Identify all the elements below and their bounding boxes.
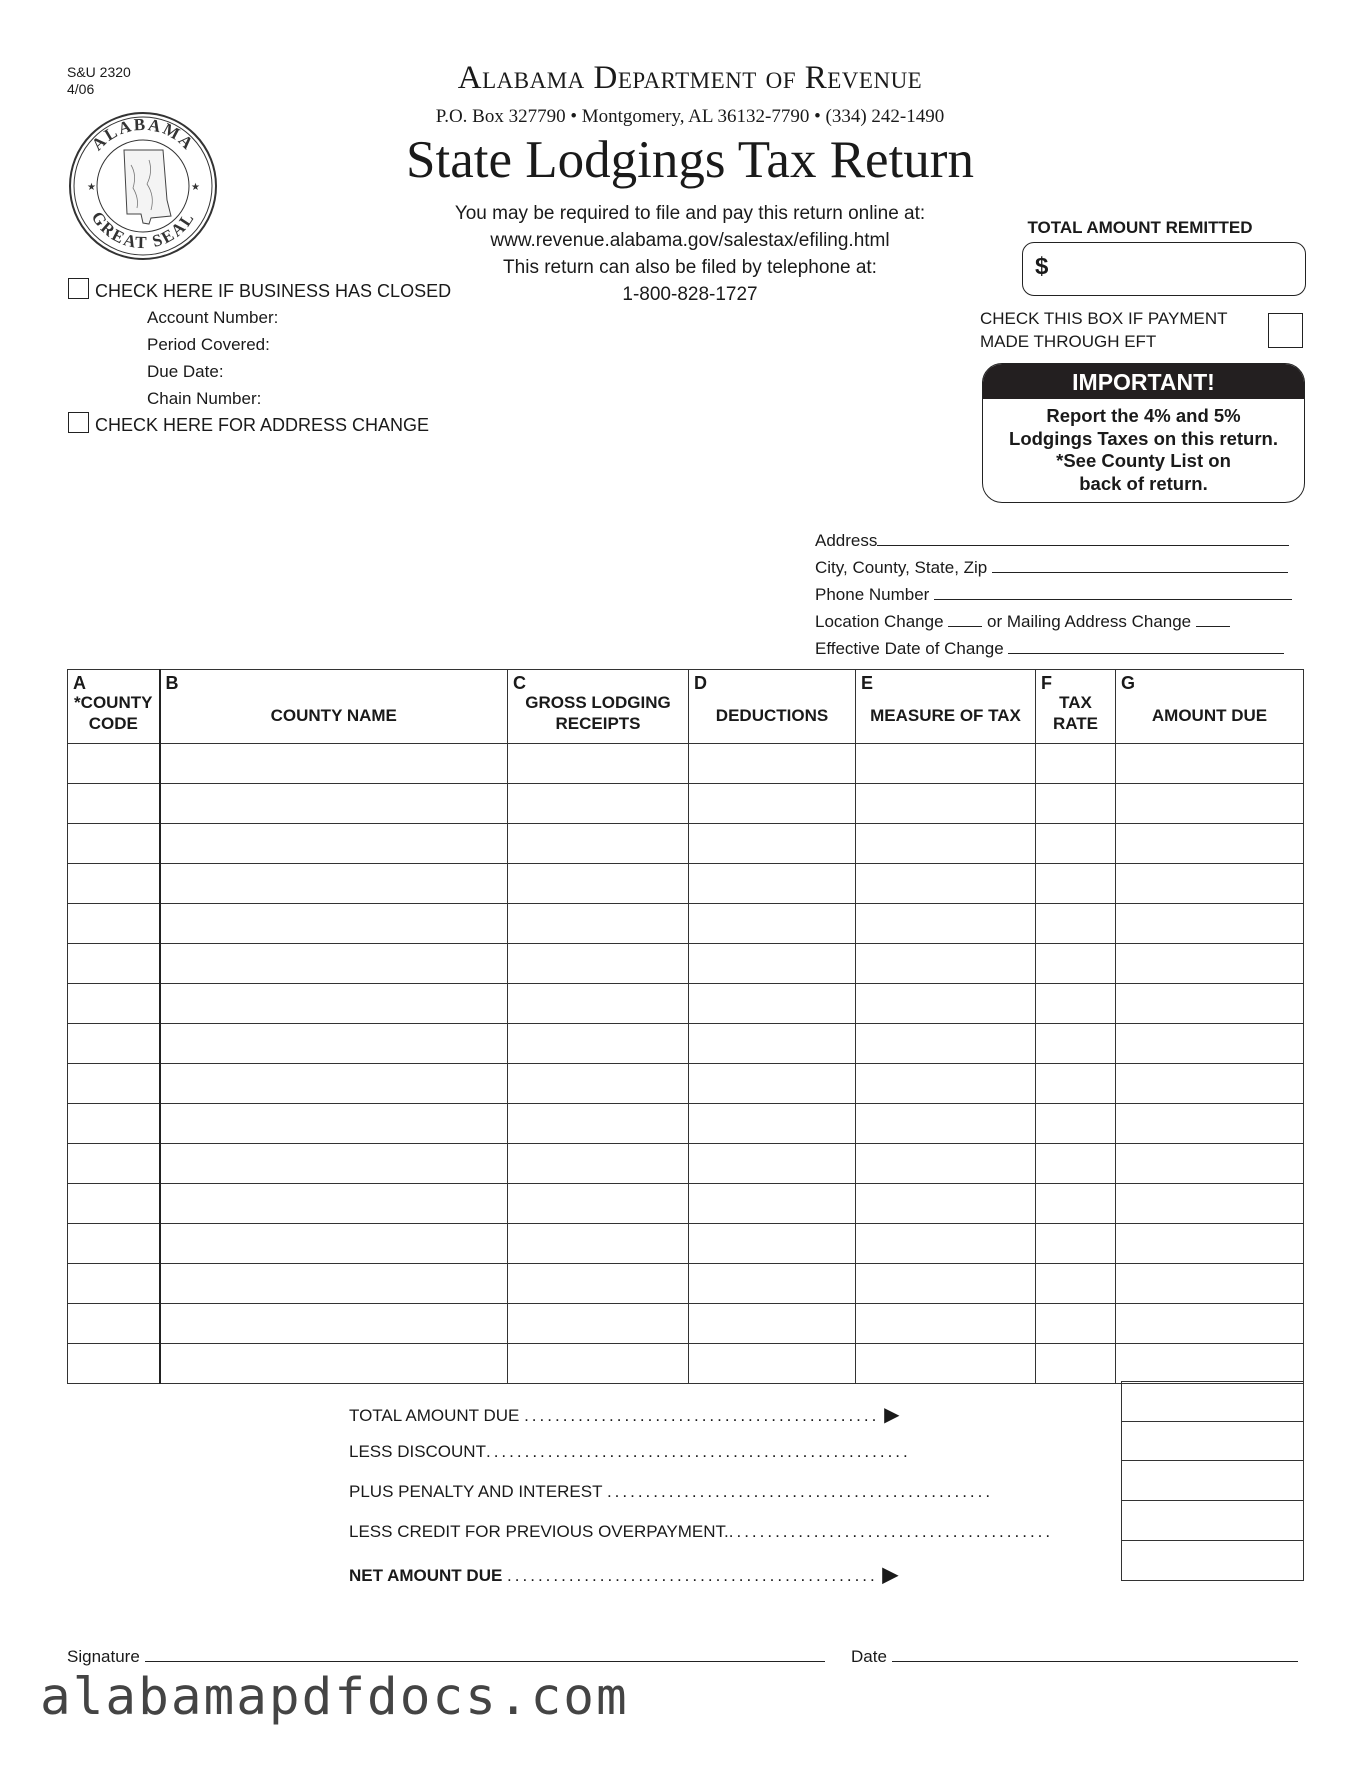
- table-row: [68, 1144, 1304, 1184]
- county-name-cell[interactable]: [160, 1104, 508, 1144]
- column-header-measure-of-tax: [856, 670, 1036, 744]
- deductions-cell[interactable]: [689, 904, 856, 944]
- county-code-cell[interactable]: [68, 1224, 160, 1264]
- county-code-cell[interactable]: [68, 824, 160, 864]
- table-body: [68, 744, 1304, 1384]
- account-number-label: Account Number:: [147, 308, 279, 327]
- table-row: [68, 1264, 1304, 1304]
- amount-due-cell[interactable]: [1116, 1224, 1304, 1264]
- column-title: COUNTY NAME: [270, 706, 397, 725]
- amount-due-cell[interactable]: [1116, 904, 1304, 944]
- county-code-cell[interactable]: [68, 1304, 160, 1344]
- tax-rate-cell[interactable]: [1036, 1264, 1116, 1304]
- tax-rate-cell[interactable]: [1036, 784, 1116, 824]
- eft-label-line2: MADE THROUGH EFT: [980, 332, 1157, 351]
- tax-rate-cell[interactable]: [1036, 1104, 1116, 1144]
- department-address: P.O. Box 327790 • Montgomery, AL 36132-7790 • (334) 242-1490: [435, 106, 945, 127]
- amount-due-cell[interactable]: [1116, 784, 1304, 824]
- gross-receipts-cell[interactable]: [508, 1184, 689, 1224]
- total-remitted-label: TOTAL AMOUNT REMITTED: [1027, 218, 1253, 237]
- county-code-cell[interactable]: [68, 1344, 160, 1384]
- tax-rate-cell[interactable]: [1036, 944, 1116, 984]
- measure-of-tax-cell[interactable]: [856, 1224, 1036, 1264]
- signature-row: [67, 1647, 825, 1667]
- tax-rate-cell[interactable]: [1036, 1024, 1116, 1064]
- gross-receipts-cell[interactable]: [508, 1264, 689, 1304]
- business-closed-checkbox[interactable]: [68, 278, 89, 299]
- deductions-cell[interactable]: [689, 784, 856, 824]
- column-header-deductions: [689, 670, 856, 744]
- deductions-cell[interactable]: [689, 1024, 856, 1064]
- county-code-cell[interactable]: [68, 944, 160, 984]
- column-title-line2: RECEIPTS: [555, 714, 641, 733]
- county-code-cell[interactable]: [68, 1264, 160, 1304]
- county-name-cell[interactable]: [160, 1344, 508, 1384]
- amount-due-cell[interactable]: [1116, 1184, 1304, 1224]
- penalty-interest-label: PLUS PENALTY AND INTEREST: [349, 1482, 603, 1501]
- important-line4: back of return.: [1079, 472, 1208, 494]
- gross-receipts-cell[interactable]: [508, 744, 689, 784]
- column-title: AMOUNT DUE: [1151, 706, 1268, 725]
- tax-rate-cell[interactable]: [1036, 824, 1116, 864]
- county-name-cell[interactable]: [160, 1304, 508, 1344]
- form-number: S&U 2320: [67, 64, 131, 80]
- gross-receipts-cell[interactable]: [508, 1064, 689, 1104]
- gross-receipts-cell[interactable]: [508, 1024, 689, 1064]
- county-name-cell[interactable]: [160, 944, 508, 984]
- change-type-row: [815, 612, 1230, 632]
- measure-of-tax-cell[interactable]: [856, 1024, 1036, 1064]
- alabama-great-seal: [67, 110, 219, 262]
- important-line3: *See County List on: [1056, 450, 1231, 471]
- form-id: [67, 64, 131, 98]
- important-heading: IMPORTANT!: [983, 364, 1304, 399]
- deductions-cell[interactable]: [689, 1344, 856, 1384]
- deductions-cell[interactable]: [689, 944, 856, 984]
- amount-due-cell[interactable]: [1116, 944, 1304, 984]
- tax-rate-cell[interactable]: [1036, 1184, 1116, 1224]
- svg-text:★: ★: [87, 182, 96, 193]
- table-row: [68, 1224, 1304, 1264]
- column-letter: B: [165, 673, 179, 693]
- department-name: Alabama Department of Revenue: [457, 60, 923, 96]
- address-row: [815, 531, 1289, 551]
- svg-text:★: ★: [191, 182, 200, 193]
- gross-receipts-cell[interactable]: [508, 1144, 689, 1184]
- gross-receipts-cell[interactable]: [508, 1304, 689, 1344]
- column-header-tax-rate: [1036, 670, 1116, 744]
- tax-rate-cell[interactable]: [1036, 1304, 1116, 1344]
- county-name-cell[interactable]: [160, 744, 508, 784]
- phone-input[interactable]: [934, 585, 1292, 600]
- county-tax-table: [67, 669, 1304, 1384]
- column-title: MEASURE OF TAX: [870, 706, 1021, 725]
- table-row: [68, 1304, 1304, 1344]
- address-label: Address: [815, 531, 878, 550]
- table-row: [68, 984, 1304, 1024]
- gross-receipts-cell[interactable]: [508, 1224, 689, 1264]
- gross-receipts-cell[interactable]: [508, 944, 689, 984]
- table-row: [68, 1184, 1304, 1224]
- credit-overpayment-field[interactable]: [1121, 1501, 1304, 1541]
- county-name-cell[interactable]: [160, 1024, 508, 1064]
- table-row: [68, 824, 1304, 864]
- measure-of-tax-cell[interactable]: [856, 1104, 1036, 1144]
- county-code-cell[interactable]: [68, 1064, 160, 1104]
- date-input[interactable]: [892, 1647, 1298, 1662]
- county-name-cell[interactable]: [160, 864, 508, 904]
- phone-row: [815, 585, 1292, 605]
- amount-due-cell[interactable]: [1116, 864, 1304, 904]
- gross-receipts-cell[interactable]: [508, 864, 689, 904]
- amount-due-cell[interactable]: [1116, 1264, 1304, 1304]
- column-letter: F: [1041, 673, 1052, 693]
- important-line1: Report the 4% and 5%: [1046, 405, 1241, 426]
- total-amount-due-row: TOTAL AMOUNT DUE .............................................. ▶: [349, 1404, 900, 1426]
- county-code-cell[interactable]: [68, 864, 160, 904]
- tax-rate-cell[interactable]: [1036, 1344, 1116, 1384]
- measure-of-tax-cell[interactable]: [856, 1264, 1036, 1304]
- table-row: [68, 904, 1304, 944]
- penalty-interest-row: PLUS PENALTY AND INTEREST ..................................................: [349, 1482, 994, 1501]
- table-row: [68, 864, 1304, 904]
- signature-label: Signature: [67, 1647, 140, 1666]
- deductions-cell[interactable]: [689, 864, 856, 904]
- period-covered-label: Period Covered:: [147, 335, 270, 354]
- efiling-url: www.revenue.alabama.gov/salestax/efiling.html: [490, 230, 890, 251]
- gross-receipts-cell[interactable]: [508, 904, 689, 944]
- column-header-county-code: [68, 670, 160, 744]
- amount-due-cell[interactable]: [1116, 744, 1304, 784]
- tax-rate-cell[interactable]: [1036, 1224, 1116, 1264]
- amount-due-cell[interactable]: [1116, 1344, 1304, 1384]
- phone-filing-text: This return can also be filed by telephone at:: [503, 257, 877, 278]
- measure-of-tax-cell[interactable]: [856, 1064, 1036, 1104]
- total-amount-due-field[interactable]: [1121, 1381, 1304, 1422]
- less-discount-label: LESS DISCOUNT: [349, 1442, 486, 1461]
- column-title-line2: CODE: [88, 714, 138, 733]
- measure-of-tax-cell[interactable]: [856, 744, 1036, 784]
- deductions-cell[interactable]: [689, 1304, 856, 1344]
- tax-rate-cell[interactable]: [1036, 1144, 1116, 1184]
- less-discount-row: LESS DISCOUNT.......................................................: [349, 1442, 911, 1461]
- amount-due-cell[interactable]: [1116, 824, 1304, 864]
- online-filing-text: You may be required to file and pay this return online at:: [454, 203, 926, 224]
- county-name-cell[interactable]: [160, 1184, 508, 1224]
- column-header-amount-due: [1116, 670, 1304, 744]
- net-amount-due-field[interactable]: [1121, 1541, 1304, 1581]
- amount-due-cell[interactable]: [1116, 1144, 1304, 1184]
- deductions-cell[interactable]: [689, 984, 856, 1024]
- county-name-cell[interactable]: [160, 1264, 508, 1304]
- location-change-label: Location Change: [815, 612, 944, 631]
- gross-receipts-cell[interactable]: [508, 784, 689, 824]
- county-name-cell[interactable]: [160, 784, 508, 824]
- city-label: City, County, State, Zip: [815, 558, 988, 577]
- credit-overpayment-row: LESS CREDIT FOR PREVIOUS OVERPAYMENT...........................................: [349, 1522, 1054, 1541]
- dollar-sign: $: [1035, 253, 1049, 280]
- deductions-cell[interactable]: [689, 1224, 856, 1264]
- seal-text-bottom: GREAT SEAL: [87, 208, 199, 253]
- county-code-cell[interactable]: [68, 1144, 160, 1184]
- tax-rate-cell[interactable]: [1036, 1064, 1116, 1104]
- table-row: [68, 1064, 1304, 1104]
- gross-receipts-cell[interactable]: [508, 1344, 689, 1384]
- column-letter: G: [1121, 673, 1136, 693]
- county-name-cell[interactable]: [160, 1064, 508, 1104]
- net-amount-due-label: NET AMOUNT DUE: [349, 1566, 503, 1585]
- net-amount-due-row: NET AMOUNT DUE ................................................ ▶: [349, 1564, 898, 1586]
- less-discount-field[interactable]: [1121, 1421, 1304, 1461]
- city-input[interactable]: [992, 558, 1288, 573]
- deductions-cell[interactable]: [689, 824, 856, 864]
- county-name-cell[interactable]: [160, 1144, 508, 1184]
- signature-input[interactable]: [145, 1647, 825, 1662]
- business-closed-label: CHECK HERE IF BUSINESS HAS CLOSED: [95, 281, 452, 301]
- column-letter: A: [73, 673, 86, 693]
- date-label: Date: [851, 1647, 887, 1666]
- mailing-change-input[interactable]: [1196, 612, 1230, 627]
- seal-text-top: ALABAMA: [87, 114, 199, 155]
- column-title-line2: RATE: [1052, 714, 1098, 733]
- due-date-label: Due Date:: [147, 362, 224, 381]
- column-title: *COUNTY: [74, 693, 153, 712]
- phone-label: Phone Number: [815, 585, 930, 604]
- form-title: State Lodgings Tax Return: [406, 131, 974, 189]
- measure-of-tax-cell[interactable]: [856, 1144, 1036, 1184]
- date-row: [851, 1647, 1298, 1667]
- county-code-cell[interactable]: [68, 984, 160, 1024]
- county-name-cell[interactable]: [160, 984, 508, 1024]
- county-code-cell[interactable]: [68, 904, 160, 944]
- county-code-cell[interactable]: [68, 784, 160, 824]
- deductions-cell[interactable]: [689, 1184, 856, 1224]
- credit-overpayment-label: LESS CREDIT FOR PREVIOUS OVERPAYMENT.: [349, 1522, 729, 1541]
- city-row: [815, 558, 1288, 578]
- arrow-right-icon: ▶: [884, 1404, 900, 1426]
- effective-date-row: [815, 639, 1284, 659]
- effective-date-label: Effective Date of Change: [815, 639, 1004, 658]
- deductions-cell[interactable]: [689, 1264, 856, 1304]
- column-letter: E: [861, 673, 874, 693]
- column-title: TAX: [1059, 693, 1092, 712]
- total-remitted-field[interactable]: [1022, 242, 1306, 296]
- measure-of-tax-cell[interactable]: [856, 904, 1036, 944]
- table-row: [68, 744, 1304, 784]
- gross-receipts-cell[interactable]: [508, 1104, 689, 1144]
- amount-due-cell[interactable]: [1116, 1064, 1304, 1104]
- address-input[interactable]: [877, 531, 1289, 546]
- measure-of-tax-cell[interactable]: [856, 944, 1036, 984]
- county-code-cell[interactable]: [68, 1184, 160, 1224]
- arrow-right-icon: ▶: [882, 1564, 898, 1586]
- column-header-gross-receipts: [508, 670, 689, 744]
- address-change-label: CHECK HERE FOR ADDRESS CHANGE: [95, 415, 430, 435]
- gross-receipts-cell[interactable]: [508, 984, 689, 1024]
- county-code-cell[interactable]: [68, 744, 160, 784]
- form-revision: 4/06: [67, 81, 95, 97]
- penalty-interest-field[interactable]: [1121, 1461, 1304, 1501]
- address-change-checkbox[interactable]: [68, 412, 89, 433]
- table-row: [68, 1024, 1304, 1064]
- important-notice: [982, 363, 1305, 503]
- deductions-cell[interactable]: [689, 1144, 856, 1184]
- amount-due-cell[interactable]: [1116, 1104, 1304, 1144]
- eft-checkbox[interactable]: [1268, 313, 1303, 348]
- phone-filing-number: 1-800-828-1727: [622, 284, 758, 305]
- county-name-cell[interactable]: [160, 904, 508, 944]
- effective-date-input[interactable]: [1008, 639, 1284, 654]
- table-row: [68, 784, 1304, 824]
- amount-due-cell[interactable]: [1116, 1304, 1304, 1344]
- column-header-county-name: [160, 670, 508, 744]
- table-row: [68, 944, 1304, 984]
- tax-rate-cell[interactable]: [1036, 984, 1116, 1024]
- column-title: DEDUCTIONS: [715, 706, 829, 725]
- eft-label: [980, 307, 1227, 353]
- amount-due-cell[interactable]: [1116, 984, 1304, 1024]
- measure-of-tax-cell[interactable]: [856, 1344, 1036, 1384]
- tax-rate-cell[interactable]: [1036, 744, 1116, 784]
- total-amount-due-label: TOTAL AMOUNT DUE: [349, 1406, 520, 1425]
- tax-rate-cell[interactable]: [1036, 864, 1116, 904]
- measure-of-tax-cell[interactable]: [856, 984, 1036, 1024]
- svg-text:ALABAMA: [88, 115, 198, 154]
- location-change-input[interactable]: [948, 612, 982, 627]
- chain-number-label: Chain Number:: [147, 389, 262, 408]
- tax-rate-cell[interactable]: [1036, 904, 1116, 944]
- measure-of-tax-cell[interactable]: [856, 1184, 1036, 1224]
- eft-label-line1: CHECK THIS BOX IF PAYMENT: [980, 309, 1228, 328]
- table-header-row: [68, 670, 1304, 744]
- measure-of-tax-cell[interactable]: [856, 824, 1036, 864]
- measure-of-tax-cell[interactable]: [856, 1304, 1036, 1344]
- important-line2: Lodgings Taxes on this return.: [1009, 427, 1278, 449]
- deductions-cell[interactable]: [689, 1104, 856, 1144]
- column-letter: D: [694, 673, 707, 693]
- column-title: GROSS LODGING: [525, 693, 671, 712]
- deductions-cell[interactable]: [689, 744, 856, 784]
- column-letter: C: [513, 673, 526, 693]
- table-row: [68, 1344, 1304, 1384]
- amount-due-cell[interactable]: [1116, 1024, 1304, 1064]
- watermark: alabamapdfdocs.com: [40, 1668, 629, 1727]
- mailing-change-label: or Mailing Address Change: [987, 612, 1192, 631]
- county-code-cell[interactable]: [68, 1024, 160, 1064]
- gross-receipts-cell[interactable]: [508, 824, 689, 864]
- measure-of-tax-cell[interactable]: [856, 784, 1036, 824]
- county-name-cell[interactable]: [160, 824, 508, 864]
- table-row: [68, 1104, 1304, 1144]
- measure-of-tax-cell[interactable]: [856, 864, 1036, 904]
- county-code-cell[interactable]: [68, 1104, 160, 1144]
- deductions-cell[interactable]: [689, 1064, 856, 1104]
- county-name-cell[interactable]: [160, 1224, 508, 1264]
